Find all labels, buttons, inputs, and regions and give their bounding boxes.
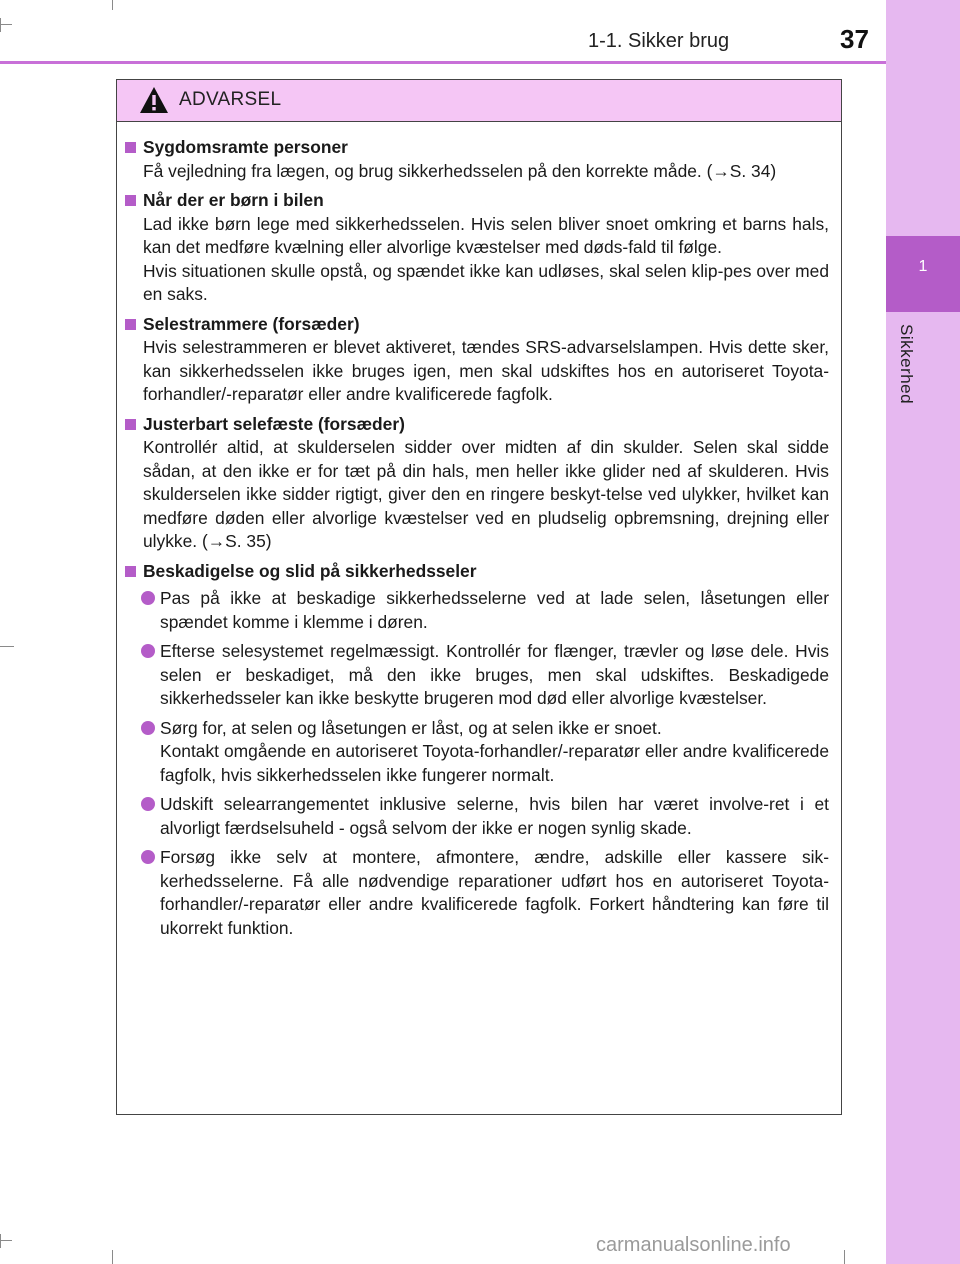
warning-box <box>116 79 842 1115</box>
round-bullet-icon <box>141 591 155 605</box>
crop-mark <box>0 24 12 25</box>
warning-triangle-icon <box>139 86 169 114</box>
round-bullet-icon <box>141 721 155 735</box>
section-heading: Beskadigelse og slid på sikkerhedsseler <box>143 560 477 581</box>
crop-mark <box>0 1234 1 1248</box>
square-bullet-icon <box>125 142 136 153</box>
warning-section <box>125 313 829 407</box>
section-title: 1-1. Sikker brug <box>588 30 730 52</box>
warning-section <box>125 189 829 307</box>
chapter-number: 1 <box>918 258 928 275</box>
square-bullet-icon <box>125 566 136 577</box>
section-body: Hvis situationen skulle opstå, og spændet ikke kan udløses, skal selen klip-pes over med en saks. <box>143 260 829 304</box>
section-body: Få vejledning fra lægen, og brug sikkerhedsselen på den korrekte måde. (→S. 34) <box>143 160 777 181</box>
section-heading: Justerbart selefæste (forsæder) <box>143 413 405 434</box>
header-rule <box>0 61 886 64</box>
crop-mark <box>0 18 1 32</box>
list-item: Efterse selesystemet regelmæssigt. Kontrollér for flænger, trævler og løse dele. Hvis selen er beskadiget, må den ikke bruges, men skal udskiftes. Beskadigede sikkerhedsseler kan ikke beskytte brugeren mod død eller alvorlige kvæstelser. <box>125 640 829 711</box>
warning-content <box>117 136 841 946</box>
crop-mark <box>112 1250 113 1264</box>
chapter-label: Sikkerhed <box>897 324 916 405</box>
list-item: Forsøg ikke selv at montere, afmontere, ændre, adskille eller kassere sik-kerhedsselerne. Få alle nødvendige reparationer udført hos en autoriseret Toyota-forhandler/-reparatør eller andre kvalificerede fagfolk. Forkert håndtering kan føre til ukorrekt funktion. <box>125 846 829 940</box>
section-heading: Sygdomsramte personer <box>143 137 348 157</box>
section-heading: Når der er børn i bilen <box>143 190 324 210</box>
list-item: Sørg for, at selen og låsetungen er låst, og at selen ikke er snoet. Kontakt omgående en autoriseret Toyota-forhandler/-reparatør eller andre kvalificerede fagfolk, hvis sikkerhedsselen ikke fungerer normalt. <box>125 717 829 788</box>
crop-mark <box>0 1240 12 1241</box>
page-number: 37 <box>840 24 869 54</box>
round-bullet-icon <box>141 850 155 864</box>
section-body: Kontrollér altid, at skulderselen sidder over midten af din skulder. Selen skal sidde sådan, at den ikke er for tæt på din hals, men heller ikke glider ned af skulderen. Hvis skulderselen ikke sidder rigtigt, giver den en ringere beskyt-telse ved ulykker, hvilket kan medføre døden eller alvorlige kvæstelser ved en pludselig opbremsning, drejning eller ulykke. (→S. 35) <box>143 437 829 551</box>
square-bullet-icon <box>125 319 136 330</box>
round-bullet-icon <box>141 797 155 811</box>
watermark: carmanualsonline.info <box>596 1234 791 1256</box>
section-heading: Selestrammere (forsæder) <box>143 313 360 334</box>
round-bullet-icon <box>141 644 155 658</box>
list-item: Pas på ikke at beskadige sikkerhedsselerne ved at lade selen, låsetungen eller spændet komme i klemme i døren. <box>125 587 829 634</box>
crop-mark <box>0 646 14 647</box>
warning-section <box>125 413 829 554</box>
section-body: Lad ikke børn lege med sikkerhedsselen. Hvis selen bliver snoet omkring et barns hals, kan det medføre kvælning eller alvorlige kvæstelser med døds-fald til følge. <box>143 213 829 257</box>
section-body: Hvis selestrammeren er blevet aktiveret, tændes SRS-advarselslampen. Hvis dette sker, kan sikkerhedsselen ikke bruges igen, men skal udskiftes hos en autoriseret Toyota-forhandler/-reparatør eller andre kvalificerede fagfolk. <box>143 337 829 404</box>
warning-section <box>125 136 829 183</box>
warning-title: ADVARSEL <box>179 89 282 110</box>
square-bullet-icon <box>125 195 136 206</box>
square-bullet-icon <box>125 419 136 430</box>
chapter-side-bar <box>886 0 960 1264</box>
crop-mark <box>112 0 113 10</box>
crop-mark <box>844 1250 845 1264</box>
warning-header <box>117 80 841 122</box>
warning-section <box>125 560 829 941</box>
list-item: Udskift selearrangementet inklusive selerne, hvis bilen har været involve-ret i et alvorligt færdselsuheld - også selvom der ikke er nogen synlig skade. <box>125 793 829 840</box>
